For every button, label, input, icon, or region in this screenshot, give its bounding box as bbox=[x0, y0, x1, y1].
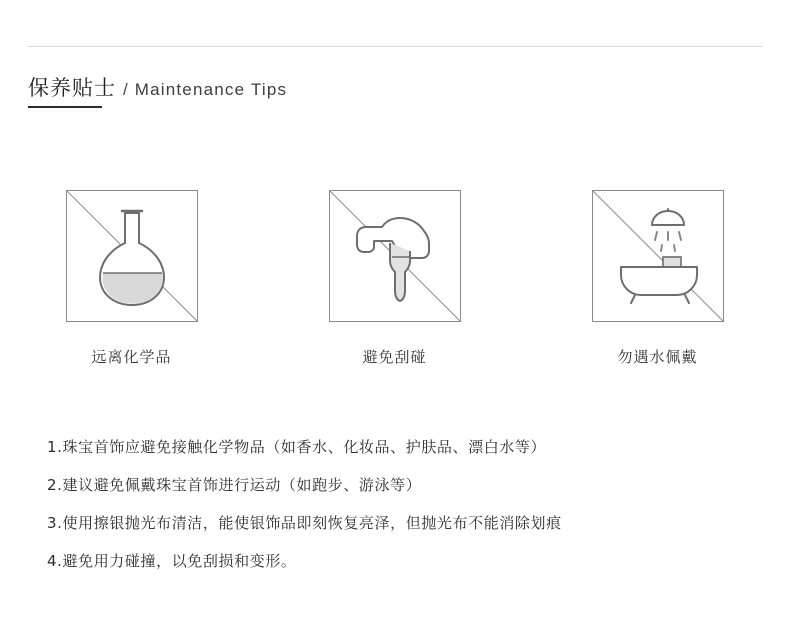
tip-line: 3.使用擦银抛光布清洁，能使银饰品即刻恢复亮泽，但抛光布不能消除划痕 bbox=[47, 514, 562, 532]
flask-chemical-icon bbox=[66, 190, 198, 322]
icon-caption-avoid-scratch: 避免刮碰 bbox=[362, 348, 427, 366]
tip-line: 2.建议避免佩戴珠宝首饰进行运动（如跑步、游泳等） bbox=[47, 476, 422, 494]
tip-line: 1.珠宝首饰应避免接触化学物品（如香水、化妆品、护肤品、漂白水等） bbox=[47, 438, 547, 456]
icon-item-no-water bbox=[526, 190, 789, 367]
page-title-separator: / bbox=[123, 80, 128, 99]
title-underline bbox=[28, 106, 102, 108]
page-title-en: Maintenance Tips bbox=[134, 80, 288, 99]
icon-item-no-chemicals bbox=[0, 190, 263, 367]
top-divider bbox=[28, 46, 762, 47]
hammer-icon bbox=[329, 190, 461, 322]
icons-row bbox=[0, 190, 790, 367]
page-title-cn: 保养贴士 bbox=[28, 76, 116, 100]
tip-line: 4.避免用力碰撞，以免刮损和变形。 bbox=[47, 552, 297, 570]
icon-caption-no-water: 勿遇水佩戴 bbox=[617, 348, 698, 366]
icon-item-avoid-scratch bbox=[263, 190, 526, 367]
shower-bathtub-icon bbox=[592, 190, 724, 322]
page-title bbox=[28, 72, 287, 102]
icon-caption-no-chemicals: 远离化学品 bbox=[91, 348, 172, 366]
tips-list bbox=[47, 428, 747, 580]
